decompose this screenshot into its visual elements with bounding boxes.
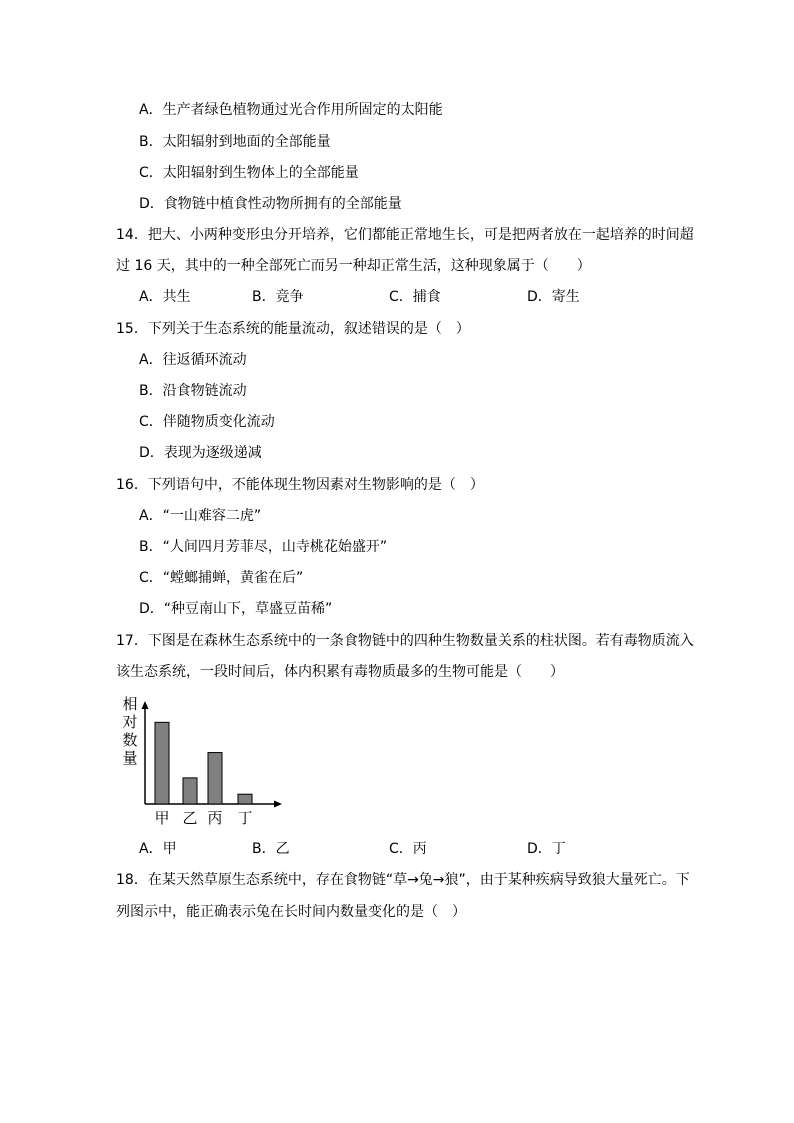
y-label-char-3: 数 [122, 731, 138, 749]
q18-stem-line2: 列图示中，能正确表示兔在长时间内数量变化的是（ ） [116, 904, 466, 920]
q14-option-b: B．竞争 [252, 289, 304, 305]
q17-option-c: C．丙 [389, 841, 427, 857]
q15-option-b: B．沿食物链流动 [139, 383, 247, 399]
q15-option-a: A．往返循环流动 [139, 352, 247, 368]
q14-option-d: D．寄生 [527, 289, 580, 305]
q17-option-d: D．丁 [527, 841, 566, 857]
bar-1 [155, 722, 169, 804]
bar-4 [238, 794, 252, 804]
x-tick-label-ding: 丁 [237, 809, 253, 827]
q15-option-c: C．伴随物质变化流动 [139, 414, 275, 430]
q13-option-c: C．太阳辐射到生物体上的全部能量 [139, 165, 359, 181]
q16-option-c: C．“螳螂捕蝉，黄雀在后” [139, 570, 304, 586]
q17-stem-line2: 该生态系统，一段时间后，体内积累有毒物质最多的生物可能是（ ） [116, 664, 564, 680]
bar-2 [183, 778, 197, 804]
q16-option-d: D．“种豆南山下，草盛豆苗稀” [139, 601, 333, 617]
q17-option-b: B．乙 [252, 841, 290, 857]
y-axis-label [122, 695, 137, 767]
y-label-char-2: 对 [122, 713, 138, 731]
q15-stem: 15．下列关于生态系统的能量流动，叙述错误的是（ ） [116, 321, 470, 337]
q14-stem-line1: 14．把大、小两种变形虫分开培养，它们都能正常地生长，可是把两者放在一起培养的时间超 [116, 227, 694, 243]
q16-option-b: B．“人间四月芳菲尽，山寺桃花始盛开” [139, 539, 388, 555]
q14-option-c: C．捕食 [389, 289, 441, 305]
q14-stem-line2: 过 16 天，其中的一种全部死亡而另一种却正常生活，这种现象属于（ ） [116, 258, 591, 274]
q18-stem-line1: 18．在某天然草原生态系统中，存在食物链“草→兔→狼”，由于某种疾病导致狼大量死亡。下 [116, 872, 690, 888]
x-tick-label-yi: 乙 [182, 809, 198, 827]
bar-3 [208, 753, 222, 804]
x-tick-label-bing: 丙 [207, 809, 223, 827]
q13-option-b: B．太阳辐射到地面的全部能量 [139, 134, 331, 150]
q17-options-row [139, 840, 699, 858]
y-label-char-1: 相 [122, 695, 138, 713]
x-tick-label-jia: 甲 [154, 809, 170, 827]
population-bar-chart [112, 692, 292, 832]
q15-option-d: D．表现为逐级递减 [139, 445, 262, 461]
y-label-char-4: 量 [122, 749, 138, 767]
q14-options-row [139, 288, 699, 306]
q13-option-a: A．生产者绿色植物通过光合作用所固定的太阳能 [139, 102, 443, 118]
q14-option-a: A．共生 [139, 289, 191, 305]
y-axis-arrow [142, 701, 149, 709]
q16-option-a: A．“一山难容二虎” [139, 508, 262, 524]
x-axis-arrow [274, 801, 282, 808]
q17-stem-line1: 17．下图是在森林生态系统中的一条食物链中的四种生物数量关系的柱状图。若有毒物质流入 [116, 633, 694, 649]
q13-option-d: D．食物链中植食性动物所拥有的全部能量 [139, 196, 402, 212]
q17-option-a: A．甲 [139, 841, 177, 857]
bars-group [155, 722, 252, 804]
q16-stem: 16．下列语句中，不能体现生物因素对生物影响的是（ ） [116, 477, 484, 493]
